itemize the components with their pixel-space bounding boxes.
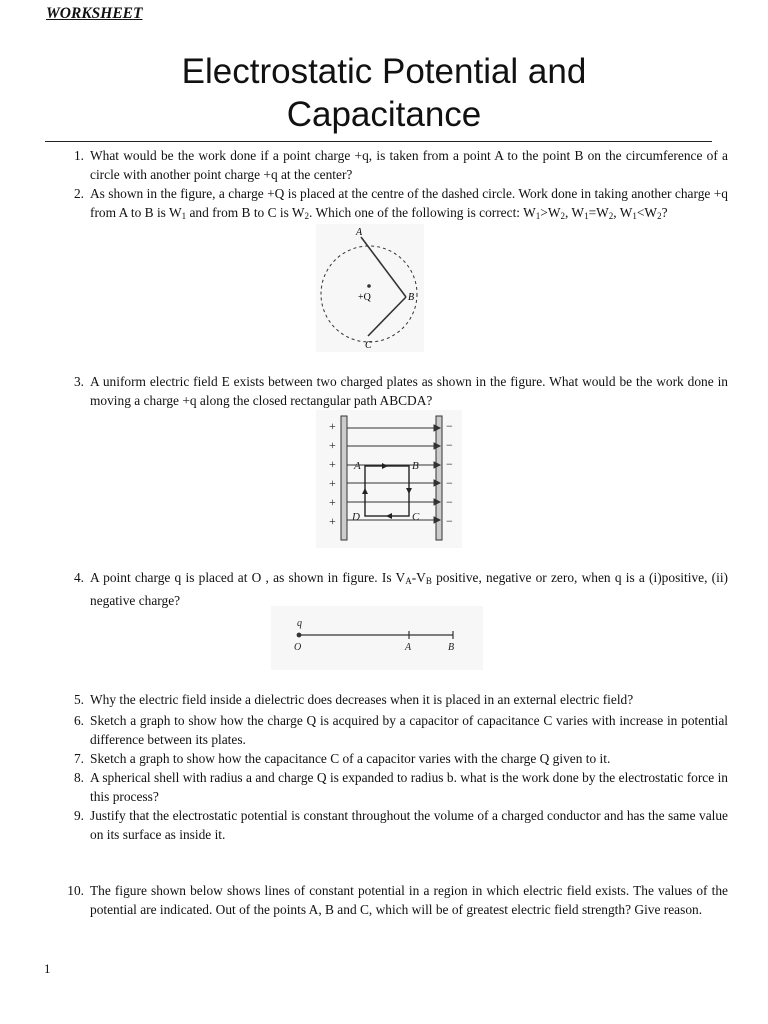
minus-sign: −: [446, 514, 453, 528]
question-text: A uniform electric field E exists between two charged plates as shown in the figure. What would be the work done in moving a charge +q along the closed rectangular path ABCDA?: [90, 374, 728, 408]
plus-sign: +: [329, 419, 336, 433]
question-text: A spherical shell with radius a and charge Q is expanded to radius b. what is the work done by the electrostatic force in this process?: [90, 770, 728, 804]
page-number: 1: [44, 961, 51, 976]
question-text: Sketch a graph to show how the capacitance C of a capacitor varies with the charge Q given to it.: [90, 751, 611, 766]
label-c: C: [412, 511, 420, 523]
label-b: B: [412, 460, 419, 472]
question-text: The figure shown below shows lines of constant potential in a region in which electric field exists. The values of the potential are indicated. Out of the points A, B and C, which will be of greatest electric field strength? Give reason.: [90, 883, 728, 917]
title-line-2: Capacitance: [286, 95, 482, 134]
label-a: A: [356, 227, 363, 238]
question-number: 8.: [73, 770, 84, 785]
minus-sign: −: [446, 495, 453, 509]
label-a: A: [354, 460, 361, 472]
label-q: q: [297, 618, 302, 629]
circle-figure: [316, 224, 424, 352]
label-a: A: [405, 642, 412, 653]
question-6: [60, 711, 728, 749]
question-number: 5.: [73, 692, 84, 707]
minus-sign: −: [446, 438, 453, 452]
worksheet-label: WORKSHEET: [46, 5, 143, 22]
question-text: Why the electric field inside a dielectric does decreases when it is placed in an external electric field?: [90, 692, 634, 707]
label-c: C: [365, 340, 372, 351]
question-4: [60, 568, 728, 610]
question-3: [60, 372, 728, 410]
page-title: [0, 50, 768, 136]
minus-sign: −: [446, 419, 453, 433]
question-number: 1.: [73, 148, 84, 163]
question-5: [60, 690, 728, 709]
label-center-charge: +Q: [358, 292, 371, 303]
plus-sign: +: [329, 438, 336, 452]
minus-sign: −: [446, 476, 453, 490]
question-number: 9.: [73, 808, 84, 823]
question-text: Sketch a graph to show how the charge Q is acquired by a capacitor of capacitance C varies with increase in potential difference between its plates.: [90, 713, 728, 747]
question-number: 7.: [73, 751, 84, 766]
question-10: [60, 881, 728, 919]
title-line-1: Electrostatic Potential and: [181, 52, 587, 91]
question-text: As shown in the figure, a charge +Q is placed at the centre of the dashed circle. Work done in taking another charge +q from A to B is $W_1$ and from B to C is $W_2$. Which one of the following is correct: $W_1>W_2$, $W_1=W_2$, $W_1<W_2$?: [90, 186, 728, 221]
label-b: B: [448, 642, 455, 653]
question-7: [60, 749, 728, 768]
line-figure: [271, 606, 483, 670]
plus-sign: +: [329, 514, 336, 528]
question-number: 2.: [73, 186, 84, 201]
minus-sign: −: [446, 457, 453, 471]
label-b: B: [408, 292, 415, 303]
question-8: [60, 768, 728, 806]
question-9: [60, 806, 728, 844]
question-text: A point charge q is placed at O , as shown in figure. Is $V_A-V_B$ positive, negative or zero, when q is a (i)positive, (ii) negative charge?: [90, 570, 729, 608]
plus-sign: +: [329, 476, 336, 490]
question-number: 10.: [67, 883, 84, 898]
question-number: 3.: [73, 374, 84, 389]
label-o: O: [294, 642, 302, 653]
question-1: [60, 146, 728, 184]
question-text: What would be the work done if a point charge +q, is taken from a point A to the point B on the circumference of a circle with another point charge +q at the center?: [90, 148, 728, 182]
question-number: 6.: [73, 713, 84, 728]
plus-sign: +: [329, 457, 336, 471]
question-text: Justify that the electrostatic potential is constant throughout the volume of a charged conductor and has the same value on its surface as inside it.: [90, 808, 728, 842]
question-2: [60, 184, 728, 226]
plus-sign: +: [329, 495, 336, 509]
title-divider: [45, 141, 712, 142]
plates-figure: [316, 410, 462, 548]
question-number: 4.: [73, 570, 84, 585]
label-d: D: [352, 511, 360, 523]
